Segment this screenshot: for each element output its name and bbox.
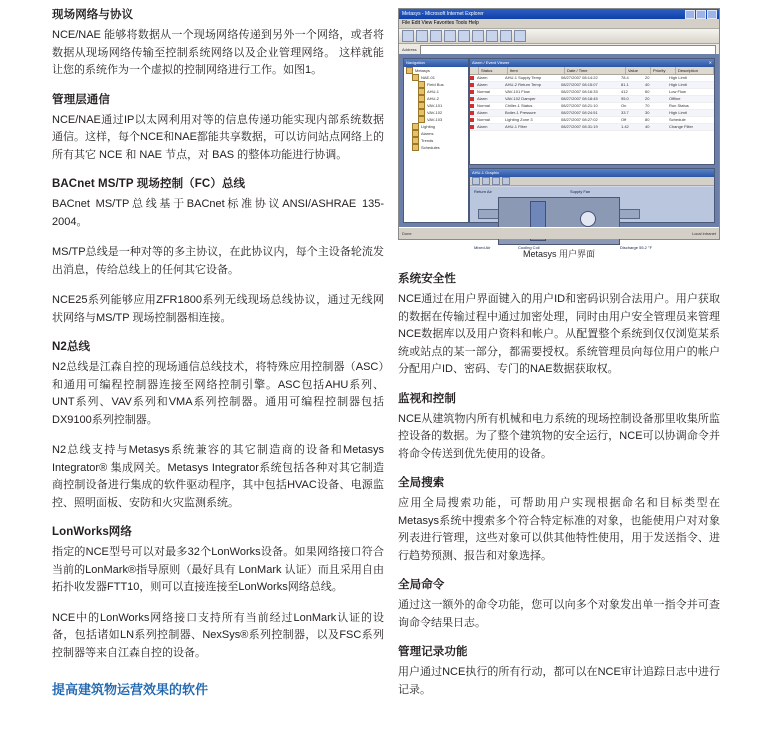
cell-status: Normal — [477, 117, 490, 122]
cell-item: AHU-1 Supply Temp — [505, 75, 542, 80]
cell-datetime: 08/27/2007 08:27:02 — [561, 117, 598, 122]
supply-fan-shape — [580, 211, 596, 227]
cell-status: Normal — [477, 103, 490, 108]
column-header[interactable]: Priority — [651, 67, 676, 74]
status-left-text: Done — [402, 231, 412, 236]
section-paragraph: 指定的NCE型号可以对最多32个LonWorks设备。如果网络接口符合当前的LonMark®指导原则（最好具有 LonMark 认证）而且采用自由拓扑收发器FTT10，则可以直接连接至LonWorks网络总线。 — [52, 546, 384, 593]
cell-priority: 70 — [645, 103, 650, 108]
bus-icon — [418, 81, 425, 88]
tree-item-label: VAV-103 — [427, 117, 443, 122]
cell-priority: 20 — [645, 75, 650, 80]
graphic-panel-title: AHU-1 Graphic — [470, 169, 714, 177]
alarm-list-panel[interactable] — [469, 58, 715, 165]
tree-item[interactable] — [404, 137, 468, 144]
section-title: 全局搜索 — [398, 477, 445, 489]
section-bacnet-mstp — [52, 177, 384, 327]
equipment-icon — [418, 95, 425, 102]
section-paragraph: NCE通过在用户界面键入的用户ID和密码识别合法用户。用户获取的数据在传输过程中通过加密处理，同时由用户安全管理员来管理NCE数据库以及用户资料和帐户。从配置整个系统到仅仅浏览某系统或站点的某一部分，都需要授权。系统管理员向每位用户的帐户分配用户ID、密码、专门的NAE数据获取权。 — [398, 293, 720, 375]
cell-priority: 40 — [645, 82, 650, 87]
section-n2-bus — [52, 340, 384, 512]
tree-item-label: VAV-101 — [427, 103, 443, 108]
cell-status: Alarm — [477, 82, 488, 87]
section-title: 现场网络与协议 — [52, 9, 134, 21]
home-icon[interactable] — [458, 30, 470, 42]
window-titlebar — [399, 9, 719, 19]
refresh-icon[interactable] — [444, 30, 456, 42]
cell-datetime: 08/27/2007 08:16:33 — [561, 89, 598, 94]
folder-icon — [406, 67, 413, 74]
cell-item: VAV-101 Flow — [505, 89, 530, 94]
blue-heading-software: 提高建筑物运营效果的软件 — [52, 682, 209, 697]
cell-value: On — [621, 103, 627, 108]
cell-description: High Limit — [669, 110, 687, 115]
cell-status: Alarm — [477, 75, 488, 80]
cell-status: Alarm — [477, 124, 488, 129]
tree-item-label: AHU-2 — [427, 96, 440, 101]
cell-item: AHU-1 Filter — [505, 124, 528, 129]
window-title: Metasys - Microsoft Internet Explorer — [402, 11, 484, 17]
tree-item-label: Schedules — [421, 145, 440, 150]
graphic-label: Mixed Air — [474, 245, 491, 250]
table-header-row — [470, 67, 714, 75]
cell-description: High Limit — [669, 82, 687, 87]
section-title: N2总线 — [52, 341, 91, 353]
cell-status: Alarm — [477, 110, 488, 115]
section-paragraph: 用户通过NCE执行的所有行动，都可以在NCE审计追踪日志中进行记录。 — [398, 666, 720, 696]
equipment-icon — [418, 109, 425, 116]
cell-priority: 20 — [645, 96, 650, 101]
tree-item-label: Field Bus — [427, 82, 444, 87]
address-label: Address — [402, 47, 417, 52]
section-paragraph: 应用全局搜索功能，可帮助用户实现根据命名和目标类型在Metasys系统中搜索多个符合特定标准的对象，也能使用户对对象列表进行管理，这些对象可以供其他特性使用，用于发送指令、进行趋势预测、报告和对象选择。 — [398, 497, 720, 562]
cell-datetime: 08/27/2007 08:31:19 — [561, 124, 598, 129]
back-icon[interactable] — [402, 30, 414, 42]
cell-item: Chiller-1 Status — [505, 103, 533, 108]
cell-description: Run Status — [669, 103, 689, 108]
stop-icon[interactable] — [430, 30, 442, 42]
cell-status: Normal — [477, 89, 490, 94]
status-right-text: Local intranet — [691, 231, 716, 236]
table-row[interactable] — [470, 110, 714, 117]
cell-description: Schedule — [669, 117, 686, 122]
column-header[interactable]: Value — [626, 67, 651, 74]
tree-item[interactable] — [404, 95, 468, 102]
section-title: BACnet MS/TP 现场控制（FC）总线 — [52, 178, 246, 190]
section-paragraph: N2总线支持与Metasys系统兼容的其它制造商的设备和Metasys Integrator® 集成网关。Metasys Integrator系统包括各种对其它制造商控制设备进行集成的软件驱动程序，其中包括HVAC设备、电源监控、照明面板、安防和火灾监测系统。 — [52, 444, 384, 509]
figure-caption: Metasys 用户界面 — [522, 249, 595, 259]
section-paragraph: NCE25系列能够应用ZFR1800系列无线现场总线协议，通过无线网状网络与MS/TP 现场控制器相连接。 — [52, 294, 384, 324]
close-icon[interactable] — [707, 10, 717, 19]
cell-datetime: 08/27/2007 08:14:22 — [561, 75, 598, 80]
section-title: 管理记录功能 — [398, 646, 468, 658]
section-paragraph: 通过这一额外的命令功能，您可以向多个对象发出单一指令并可查询命令结果日志。 — [398, 599, 720, 629]
section-title: 系统安全性 — [398, 273, 456, 285]
schedule-icon — [412, 144, 419, 151]
section-system-security — [398, 272, 720, 379]
cell-priority: 80 — [645, 117, 650, 122]
tree-item[interactable] — [404, 144, 468, 151]
column-header — [470, 67, 479, 74]
alarm-panel-title-text: Alarm / Event Viewer — [472, 60, 510, 65]
minimize-icon[interactable] — [685, 10, 695, 19]
column-header[interactable]: Date / Time — [565, 67, 626, 74]
column-header[interactable]: Item — [508, 67, 565, 74]
cell-value: 1.42 — [621, 124, 629, 129]
table-row[interactable] — [470, 96, 714, 103]
tree-item-label: Lighting — [421, 124, 436, 129]
cell-status: Alarm — [477, 96, 488, 101]
column-header[interactable]: Status — [479, 67, 508, 74]
right-column — [398, 272, 720, 712]
cell-description: Offline — [669, 96, 681, 101]
tree-item-label: AHU-1 — [427, 89, 440, 94]
navigation-panel-title: Navigation — [404, 59, 468, 67]
refresh-tool-icon[interactable] — [502, 177, 510, 185]
maximize-icon[interactable] — [696, 10, 706, 19]
equipment-icon — [418, 102, 425, 109]
section-field-network — [52, 8, 384, 80]
graphic-label: Return Air — [474, 189, 492, 194]
favorites-icon[interactable] — [486, 30, 498, 42]
cell-description: High Limit — [669, 75, 687, 80]
column-header[interactable]: Description — [676, 67, 714, 74]
panel-close-icon[interactable]: ✕ — [708, 60, 712, 65]
section-global-search — [398, 476, 720, 565]
window-statusbar — [399, 227, 719, 239]
lighting-icon — [412, 123, 419, 130]
tree-item[interactable] — [404, 74, 468, 81]
cell-datetime: 08/27/2007 08:21:10 — [561, 103, 598, 108]
equipment-icon — [418, 88, 425, 95]
cell-description: Low Flow — [669, 89, 686, 94]
section-title: 全局命令 — [398, 579, 445, 591]
cell-priority: 40 — [645, 124, 650, 129]
pan-tool-icon[interactable] — [492, 177, 500, 185]
table-row[interactable] — [470, 82, 714, 89]
cell-priority: 60 — [645, 89, 650, 94]
address-input[interactable] — [420, 45, 716, 55]
cell-value: 33.7 — [621, 110, 629, 115]
section-global-command — [398, 578, 720, 632]
tree-item[interactable] — [404, 81, 468, 88]
window-buttons[interactable] — [685, 10, 717, 19]
cell-item: VAV-102 Damper — [505, 96, 536, 101]
section-paragraph: BACnet MS/TP总线基于BACnet标准协议ANSI/ASHRAE 135-2004。 — [52, 198, 384, 228]
navigation-tree-panel[interactable] — [403, 58, 469, 223]
table-row[interactable] — [470, 117, 714, 124]
section-paragraph: N2总线是江森自控的现场通信总线技术，将特殊应用控制器（ASC）和通用可编程控制器连接至网络控制引擎。ASC包括AHU系列、UNT系列、VAV系列和VMA系列控制器。通用可编程控制器包括DX9100系列控制器。 — [52, 361, 384, 426]
section-audit-log — [398, 645, 720, 699]
search-icon[interactable] — [472, 30, 484, 42]
cell-value: 78.4 — [621, 75, 629, 80]
cell-item: Boiler-1 Pressure — [505, 110, 536, 115]
section-title: 监视和控制 — [398, 392, 456, 405]
history-icon[interactable] — [500, 30, 512, 42]
window-toolbar[interactable] — [399, 29, 719, 44]
screenshot-window — [398, 8, 720, 250]
graphic-toolbar[interactable] — [470, 177, 714, 186]
cell-datetime: 08/27/2007 08:24:51 — [561, 110, 598, 115]
section-monitor-control — [398, 392, 720, 464]
section-title: 管理层通信 — [52, 93, 110, 106]
section-paragraph: NCE中的LonWorks网络接口支持所有当前经过LonMark认证的设备，包括诸如LN系列控制器、NexSys®系列控制器，以及FSC系列控制器等来自江森自控的设备。 — [52, 611, 384, 659]
cell-value: 95.0 — [621, 96, 629, 101]
cell-datetime: 08/27/2007 08:15:07 — [561, 82, 598, 87]
forward-icon[interactable] — [416, 30, 428, 42]
tree-item[interactable] — [404, 123, 468, 130]
graphic-label: Supply Fan — [570, 189, 591, 194]
section-paragraph: MS/TP总线是一种对等的多主协议，在此协议内，每个主设备轮流发出消息，传给总线上的任何其它设备。 — [52, 246, 384, 276]
cell-datetime: 08/27/2007 08:18:45 — [561, 96, 598, 101]
cell-item: AHU-2 Return Temp — [505, 82, 541, 87]
window-menubar[interactable]: File Edit View Favorites Tools Help — [399, 19, 719, 29]
section-paragraph: NCE/NAE 能够将数据从一个现场网络传递到另外一个网络，或者将数据从现场网络传输至控制系统网络以及企业管理网络。 这样就能让您的系统作为一个虚拟的控制网络进行工作。如图1。 — [52, 29, 384, 76]
cell-priority: 30 — [645, 110, 650, 115]
device-icon — [412, 74, 419, 81]
tree-item-label: Trends — [421, 138, 434, 143]
table-row[interactable] — [470, 75, 714, 82]
alarm-icon — [412, 130, 419, 137]
tree-item[interactable] — [404, 102, 468, 109]
tree-item[interactable] — [404, 67, 468, 74]
graphic-label: Discharge 55.2 °F — [620, 245, 653, 250]
section-paragraph: NCE/NAE通过IP以太网利用对等的信息传递功能实现内部系统数据通信。这样，每个NCE和NAE都能共享数据，可以访问站点网络上的所有其它 NCE 和 NAE 节点，对 BAS 的整体功能进行协调。 — [52, 113, 384, 161]
figure-metasys-ui — [398, 8, 720, 260]
select-tool-icon[interactable] — [472, 177, 480, 185]
table-row[interactable] — [470, 89, 714, 96]
cell-value: Off — [621, 117, 627, 122]
section-lonworks — [52, 525, 384, 662]
section-title: LonWorks网络 — [52, 526, 133, 538]
tree-item[interactable] — [404, 88, 468, 95]
tree-item-label: Metasys — [415, 68, 430, 73]
section-paragraph: NCE从建筑物内所有机械和电力系统的现场控制设备那里收集所监控设备的数据。为了整个建筑物的安全运行，NCE可以协调命令并将命令传送到优先使用的设备。 — [398, 412, 720, 460]
tree-item[interactable] — [404, 109, 468, 116]
cell-item: Lighting Zone 3 — [505, 117, 533, 122]
tree-item-label: VAV-102 — [427, 110, 443, 115]
graphic-label: Cooling Coil — [518, 245, 540, 250]
table-row[interactable] — [470, 124, 714, 131]
zoom-tool-icon[interactable] — [482, 177, 490, 185]
tree-item-label: Alarms — [421, 131, 434, 136]
trend-icon — [412, 137, 419, 144]
cell-value: 81.1 — [621, 82, 629, 87]
section-management-comm — [52, 93, 384, 165]
tree-item-label: NAE-01 — [421, 75, 436, 80]
equipment-icon — [418, 116, 425, 123]
left-column — [52, 8, 384, 699]
print-icon[interactable] — [514, 30, 526, 42]
tree-item[interactable] — [404, 130, 468, 137]
alarm-panel-title — [470, 59, 714, 67]
cell-value: 412 — [621, 89, 628, 94]
cell-description: Change Filter — [669, 124, 694, 129]
tree-item[interactable] — [404, 116, 468, 123]
table-row[interactable] — [470, 103, 714, 110]
